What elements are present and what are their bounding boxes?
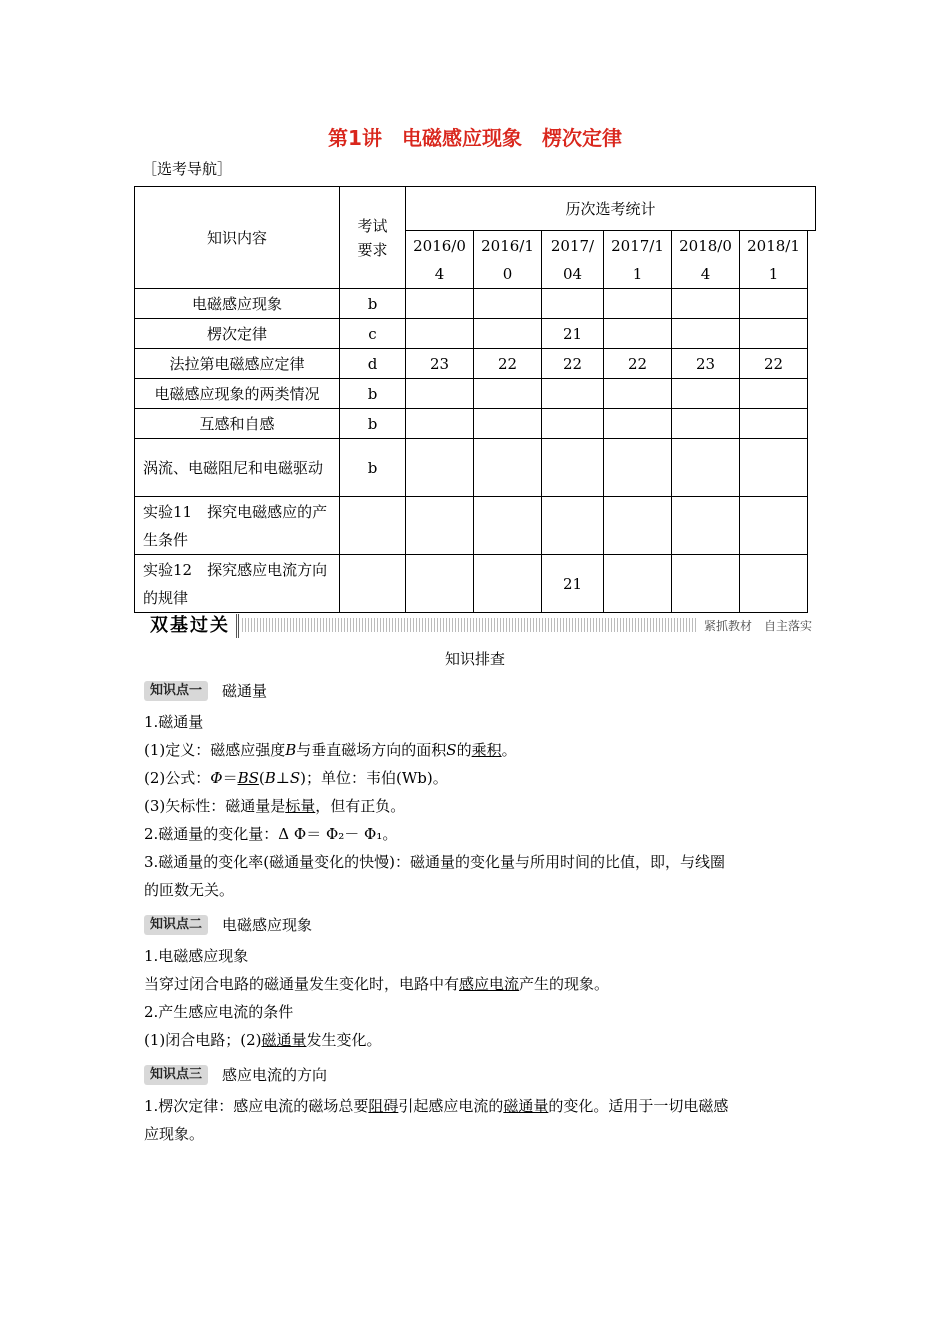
year-header: 2017/1 1 xyxy=(604,231,672,289)
header-requirement: 考试 要求 xyxy=(340,187,406,289)
year-header: 2018/1 1 xyxy=(740,231,808,289)
table-row: 实验11 探究电磁感应的产生条件 xyxy=(135,497,816,555)
table-row: 电磁感应现象的两类情况 b xyxy=(135,379,816,409)
kp-title: 感应电流的方向 xyxy=(222,1066,328,1084)
table-row: 实验12 探究感应电流方向的规律 21 xyxy=(135,555,816,613)
knowledge-point-3-header xyxy=(144,1064,327,1088)
text-line: 的匝数无关。 xyxy=(144,881,235,899)
text-line: 3.磁通量的变化率(磁通量变化的快慢)：磁通量的变化量与所用时间的比值，即，与线圈 xyxy=(144,853,726,871)
text-line: 2.产生感应电流的条件 xyxy=(144,1003,294,1021)
kp-badge: 知识点一 xyxy=(144,681,208,701)
table-row: 楞次定律 c 21 xyxy=(135,319,816,349)
year-header: 2016/0 4 xyxy=(406,231,474,289)
kp-title: 电磁感应现象 xyxy=(222,916,313,934)
page-title: 第1讲 电磁感应现象 楞次定律 xyxy=(328,126,622,150)
text-line: 应现象。 xyxy=(144,1125,205,1143)
table-row: 涡流、电磁阻尼和电磁驱动 b xyxy=(135,439,816,497)
text-line: 1.楞次定律：感应电流的磁场总要阻碍引起感应电流的磁通量的变化。适用于一切电磁感 xyxy=(144,1097,729,1115)
banner-subtitle: 紧抓教材 自主落实 xyxy=(696,616,814,636)
section-banner xyxy=(144,614,814,638)
kp-badge: 知识点二 xyxy=(144,915,208,935)
text-line: 2.磁通量的变化量：Δ Φ＝ Φ₂－ Φ₁。 xyxy=(144,825,398,843)
knowledge-point-1-header xyxy=(144,680,267,704)
text-line: 1.磁通量 xyxy=(144,713,204,731)
banner-tag: 双基过关 xyxy=(144,614,239,638)
text-line: (3)矢标性：磁通量是标量，但有正负。 xyxy=(144,797,406,815)
kp-title: 磁通量 xyxy=(222,682,268,700)
text-line: (2)公式：Φ＝BS(B⊥S)；单位：韦伯(Wb)。 xyxy=(144,769,448,787)
year-header: 2016/1 0 xyxy=(474,231,542,289)
section-subheading: 知识排查 xyxy=(444,650,505,668)
header-stats: 历次选考统计 xyxy=(406,187,816,231)
year-header: 2017/ 04 xyxy=(542,231,604,289)
text-line: 1.电磁感应现象 xyxy=(144,947,249,965)
year-header: 2018/0 4 xyxy=(672,231,740,289)
text-line: 当穿过闭合电路的磁通量发生变化时，电路中有感应电流产生的现象。 xyxy=(144,975,610,993)
table-row: 互感和自感 b xyxy=(135,409,816,439)
section-label-exam-guide: ［选考导航］ xyxy=(142,160,233,178)
text-line: (1)闭合电路；(2)磁通量发生变化。 xyxy=(144,1031,382,1049)
table-row: 法拉第电磁感应定律 d 23 22 22 22 23 22 xyxy=(135,349,816,379)
kp-badge: 知识点三 xyxy=(144,1065,208,1085)
knowledge-point-2-header xyxy=(144,914,312,938)
exam-stats-table xyxy=(134,186,816,613)
header-content: 知识内容 xyxy=(135,187,340,289)
table-row: 电磁感应现象 b xyxy=(135,289,816,319)
text-line: (1)定义：磁感应强度B与垂直磁场方向的面积S的乘积。 xyxy=(144,741,517,759)
